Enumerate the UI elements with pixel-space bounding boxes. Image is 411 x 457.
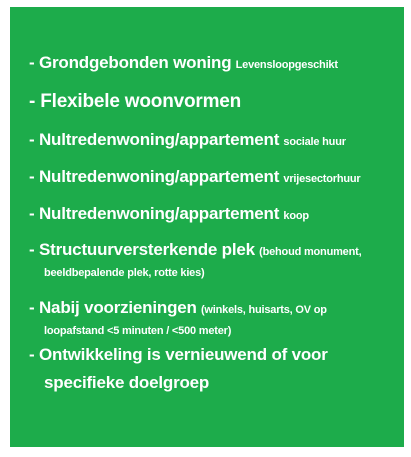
item-sub: (behoud monument, (259, 246, 362, 258)
list-item (29, 167, 361, 187)
item-sub: sociale huur (283, 136, 346, 148)
item-main: - Structuurversterkende plek (29, 240, 255, 259)
list-item (29, 345, 328, 365)
info-card (10, 7, 404, 447)
item-sub: vrijesectorhuur (283, 173, 361, 185)
list-item (29, 298, 327, 318)
item-main: - Nultredenwoning/appartement (29, 167, 280, 186)
item-main: - Grondgebonden woning (29, 53, 232, 72)
item-sub: koop (283, 210, 309, 222)
item-sub: Levensloopgeschikt (235, 59, 338, 71)
list-item (29, 130, 346, 150)
list-item (29, 240, 361, 260)
item-continuation: specifieke doelgroep (44, 373, 210, 392)
item-continuation: beeldbepalende plek, rotte kies) (44, 267, 205, 279)
item-main: - Nabij voorzieningen (29, 298, 197, 317)
item-sub: (winkels, huisarts, OV op (200, 304, 327, 316)
item-main: - Ontwikkeling is vernieuwend of voor (29, 345, 328, 364)
item-main: - Flexibele woonvormen (29, 91, 242, 112)
list-item (29, 53, 338, 73)
list-item (29, 91, 241, 113)
item-main: - Nultredenwoning/appartement (29, 130, 280, 149)
list-item (29, 204, 309, 224)
item-continuation: loopafstand <5 minuten / <500 meter) (44, 325, 232, 337)
item-main: - Nultredenwoning/appartement (29, 204, 280, 223)
